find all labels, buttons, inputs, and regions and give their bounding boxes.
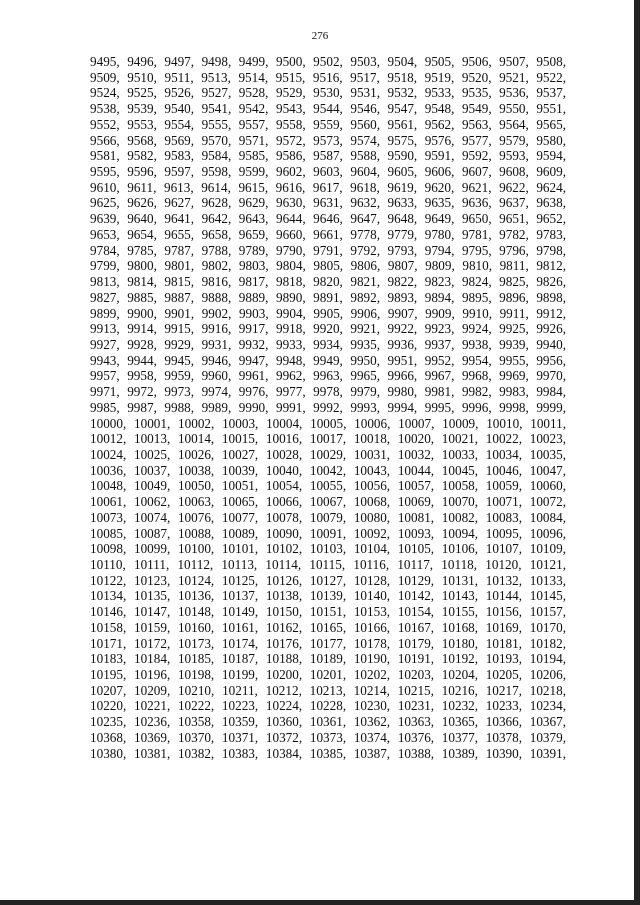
number-line: 10024, 10025, 10026, 10027, 10028, 10029, 10031, 10032, 10033, 10034, 10035, (90, 446, 566, 462)
scan-edge-right (634, 0, 640, 905)
scan-edge-bottom (0, 900, 640, 905)
number-line: 9943, 9944, 9945, 9946, 9947, 9948, 9949, 9950, 9951, 9952, 9954, 9955, 9956, (90, 352, 566, 368)
number-line: 9827, 9885, 9887, 9888, 9889, 9890, 9891, 9892, 9893, 9894, 9895, 9896, 9898, (90, 289, 566, 305)
number-line: 9595, 9596, 9597, 9598, 9599, 9602, 9603, 9604, 9605, 9606, 9607, 9608, 9609, (90, 164, 566, 180)
number-line: 10368, 10369, 10370, 10371, 10372, 10373, 10374, 10376, 10377, 10378, 10379, (90, 729, 566, 745)
number-line: 10098, 10099, 10100, 10101, 10102, 10103, 10104, 10105, 10106, 10107, 10109, (90, 541, 566, 557)
number-line: 9971, 9972, 9973, 9974, 9976, 9977, 9978, 9979, 9980, 9981, 9982, 9983, 9984, (90, 384, 566, 400)
number-line: 10073, 10074, 10076, 10077, 10078, 10079, 10080, 10081, 10082, 10083, 10084, (90, 509, 566, 525)
number-line: 10158, 10159, 10160, 10161, 10162, 10165, 10166, 10167, 10168, 10169, 10170, (90, 619, 566, 635)
number-line: 9509, 9510, 9511, 9513, 9514, 9515, 9516, 9517, 9518, 9519, 9520, 9521, 9522, (90, 69, 566, 85)
number-line: 9610, 9611, 9613, 9614, 9615, 9616, 9617, 9618, 9619, 9620, 9621, 9622, 9624, (90, 179, 566, 195)
number-line: 10195, 10196, 10198, 10199, 10200, 10201, 10202, 10203, 10204, 10205, 10206, (90, 667, 566, 683)
number-line: 10220, 10221, 10222, 10223, 10224, 10228, 10230, 10231, 10232, 10233, 10234, (90, 698, 566, 714)
number-line: 10012, 10013, 10014, 10015, 10016, 10017, 10018, 10020, 10021, 10022, 10023, (90, 431, 566, 447)
number-line: 9957, 9958, 9959, 9960, 9961, 9962, 9963, 9965, 9966, 9967, 9968, 9969, 9970, (90, 368, 566, 384)
number-line: 9566, 9568, 9569, 9570, 9571, 9572, 9573, 9574, 9575, 9576, 9577, 9579, 9580, (90, 132, 566, 148)
number-line: 10036, 10037, 10038, 10039, 10040, 10042, 10043, 10044, 10045, 10046, 10047, (90, 462, 566, 478)
number-line: 9581, 9582, 9583, 9584, 9585, 9586, 9587, 9588, 9590, 9591, 9592, 9593, 9594, (90, 148, 566, 164)
number-line: 10380, 10381, 10382, 10383, 10384, 10385, 10387, 10388, 10389, 10390, 10391, (90, 745, 566, 761)
number-line: 9538, 9539, 9540, 9541, 9542, 9543, 9544, 9546, 9547, 9548, 9549, 9550, 9551, (90, 101, 566, 117)
number-line: 10207, 10209, 10210, 10211, 10212, 10213, 10214, 10215, 10216, 10217, 10218, (90, 682, 566, 698)
number-line: 9552, 9553, 9554, 9555, 9557, 9558, 9559, 9560, 9561, 9562, 9563, 9564, 9565, (90, 116, 566, 132)
number-line: 10134, 10135, 10136, 10137, 10138, 10139, 10140, 10142, 10143, 10144, 10145, (90, 588, 566, 604)
number-line: 9813, 9814, 9815, 9816, 9817, 9818, 9820, 9821, 9822, 9823, 9824, 9825, 9826, (90, 274, 566, 290)
number-line: 10085, 10087, 10088, 10089, 10090, 10091, 10092, 10093, 10094, 10095, 10096, (90, 525, 566, 541)
number-line: 9899, 9900, 9901, 9902, 9903, 9904, 9905, 9906, 9907, 9909, 9910, 9911, 9912, (90, 305, 566, 321)
number-line: 10061, 10062, 10063, 10065, 10066, 10067, 10068, 10069, 10070, 10071, 10072, (90, 494, 566, 510)
number-line: 9495, 9496, 9497, 9498, 9499, 9500, 9502, 9503, 9504, 9505, 9506, 9507, 9508, (90, 54, 566, 69)
number-line: 10000, 10001, 10002, 10003, 10004, 10005, 10006, 10007, 10009, 10010, 10011, (90, 415, 566, 431)
page-number: 276 (311, 30, 329, 42)
number-line: 10146, 10147, 10148, 10149, 10150, 10151, 10153, 10154, 10155, 10156, 10157, (90, 604, 566, 620)
number-line: 9653, 9654, 9655, 9658, 9659, 9660, 9661, 9778, 9779, 9780, 9781, 9782, 9783, (90, 226, 566, 242)
number-line: 10110, 10111, 10112, 10113, 10114, 10115, 10116, 10117, 10118, 10120, 10121, (90, 557, 566, 572)
number-line: 9927, 9928, 9929, 9931, 9932, 9933, 9934, 9935, 9936, 9937, 9938, 9939, 9940, (90, 336, 566, 352)
number-line: 10183, 10184, 10185, 10187, 10188, 10189, 10190, 10191, 10192, 10193, 10194, (90, 651, 566, 667)
number-line: 9639, 9640, 9641, 9642, 9643, 9644, 9646, 9647, 9648, 9649, 9650, 9651, 9652, (90, 211, 566, 227)
number-line: 10122, 10123, 10124, 10125, 10126, 10127, 10128, 10129, 10131, 10132, 10133, (90, 572, 566, 588)
number-line: 9985, 9987, 9988, 9989, 9990, 9991, 9992, 9993, 9994, 9995, 9996, 9998, 9999, (90, 399, 566, 415)
number-line: 10048, 10049, 10050, 10051, 10054, 10055, 10056, 10057, 10058, 10059, 10060, (90, 478, 566, 494)
number-line: 9524, 9525, 9526, 9527, 9528, 9529, 9530, 9531, 9532, 9533, 9535, 9536, 9537, (90, 85, 566, 101)
number-line: 9784, 9785, 9787, 9788, 9789, 9790, 9791, 9792, 9793, 9794, 9795, 9796, 9798, (90, 242, 566, 258)
number-line: 10235, 10236, 10358, 10359, 10360, 10361, 10362, 10363, 10365, 10366, 10367, (90, 714, 566, 730)
number-list (90, 54, 566, 761)
number-line: 9913, 9914, 9915, 9916, 9917, 9918, 9920, 9921, 9922, 9923, 9924, 9925, 9926, (90, 321, 566, 337)
number-line: 9625, 9626, 9627, 9628, 9629, 9630, 9631, 9632, 9633, 9635, 9636, 9637, 9638, (90, 195, 566, 211)
number-line: 9799, 9800, 9801, 9802, 9803, 9804, 9805, 9806, 9807, 9809, 9810, 9811, 9812, (90, 258, 566, 274)
number-line: 10171, 10172, 10173, 10174, 10176, 10177, 10178, 10179, 10180, 10181, 10182, (90, 635, 566, 651)
